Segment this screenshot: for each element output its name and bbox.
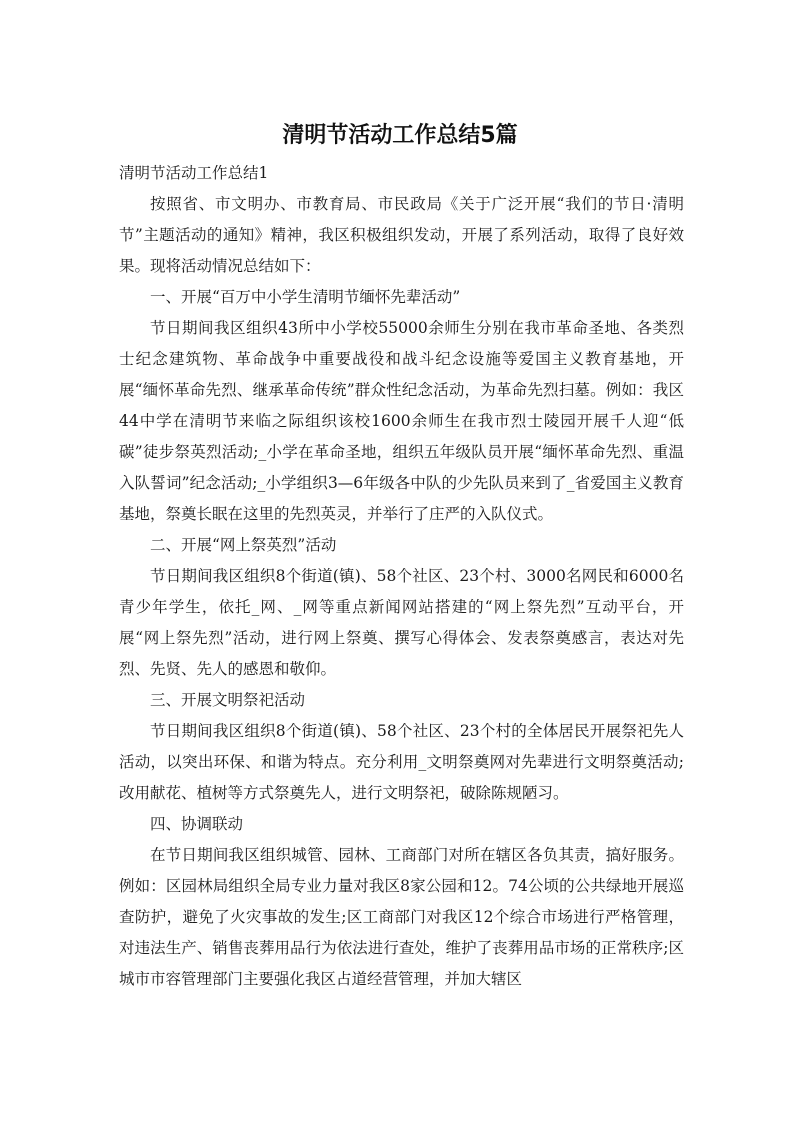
section-paragraph-1: 节日期间我区组织43所中小学校55000余师生分别在我市革命圣地、各类烈士纪念建筑物、革命战争中重要战役和战斗纪念设施等爱国主义教育基地，开展“缅怀革命先烈、继承革命传统”群众性纪念活动，为革命先烈扫墓。例如：我区44中学在清明节来临之际组织该校1600余师生在我市烈士陵园开展千人迎“低碳”徒步祭英烈活动;_小学在革命圣地，组织五年级队员开展“缅怀革命先烈、重温入队誓词”纪念活动;_小学组织3—6年级各中队的少先队员来到了_省爱国主义教育基地，祭奠长眠在这里的先烈英灵，并举行了庄严的入队仪式。 xyxy=(119,319,684,523)
intro-paragraph: 按照省、市文明办、市教育局、市民政局《关于广泛开展“我们的节日·清明节”主题活动的通知》精神，我区积极组织发动，开展了系列活动，取得了良好效果。现将活动情况总结如下： xyxy=(119,195,684,275)
section-heading-2: 二、开展“网上祭英烈”活动 xyxy=(150,536,337,554)
document-body xyxy=(119,158,684,995)
section-heading-4: 四、协调联动 xyxy=(150,815,244,833)
section-paragraph-3: 节日期间我区组织8个街道(镇)、58个社区、23个村的全体居民开展祭祀先人活动，以突出环保、和谐为特点。充分利用_文明祭奠网对先辈进行文明祭奠活动;改用献花、植树等方式祭奠先人，进行文明祭祀，破除陈规陋习。 xyxy=(119,722,684,802)
document-title: 清明节活动工作总结5篇 xyxy=(282,123,518,148)
section-heading-3: 三、开展文明祭祀活动 xyxy=(150,691,306,709)
section-heading-1: 一、开展“百万中小学生清明节缅怀先辈活动” xyxy=(150,288,461,306)
section-subtitle: 清明节活动工作总结1 xyxy=(119,164,269,182)
section-paragraph-4: 在节日期间我区组织城管、园林、工商部门对所在辖区各负其责，搞好服务。例如：区园林局组织全局专业力量对我区8家公园和12。74公顷的公共绿地开展巡查防护，避免了火灾事故的发生;区工商部门对我区12个综合市场进行严格管理，对违法生产、销售丧葬用品行为依法进行查处，维护了丧葬用品市场的正常秩序;区城市市容管理部门主要强化我区占道经营管理，并加大辖区 xyxy=(119,846,684,988)
section-paragraph-2: 节日期间我区组织8个街道(镇)、58个社区、23个村、3000名网民和6000名青少年学生，依托_网、_网等重点新闻网站搭建的“网上祭先烈”互动平台，开展“网上祭先烈”活动，进行网上祭奠、撰写心得体会、发表祭奠感言，表达对先烈、先贤、先人的感恩和敬仰。 xyxy=(119,567,684,678)
